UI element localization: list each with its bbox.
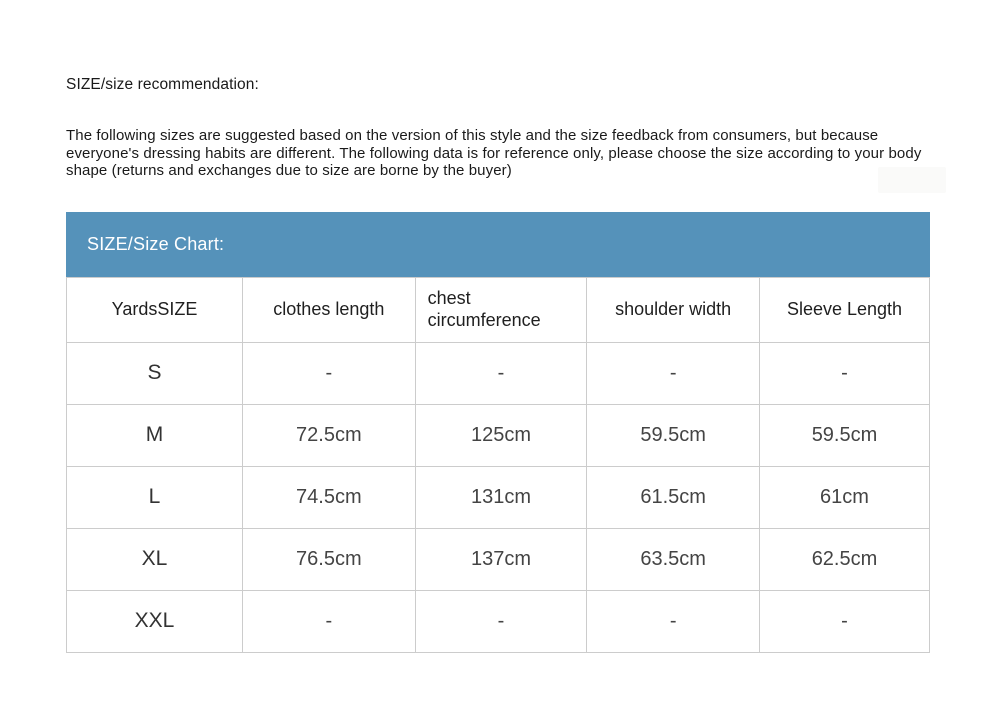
column-header-chest-circumference: chest circumference [415, 277, 587, 342]
size-chart-title: SIZE/Size Chart: [87, 233, 225, 254]
value-cell: 131cm [415, 466, 587, 528]
value-cell: - [415, 590, 587, 652]
value-cell: 74.5cm [243, 466, 416, 528]
size-chart [66, 212, 930, 653]
table-row-xxl [67, 590, 930, 652]
value-cell: 76.5cm [243, 528, 416, 590]
size-cell: L [67, 466, 243, 528]
size-chart-title-bar [66, 212, 930, 277]
value-cell: - [243, 342, 416, 404]
value-cell: 72.5cm [243, 404, 416, 466]
value-cell: 61cm [759, 466, 929, 528]
value-cell: 63.5cm [587, 528, 760, 590]
value-cell: 61.5cm [587, 466, 760, 528]
column-header-shoulder-width: shoulder width [587, 277, 760, 342]
value-cell: - [243, 590, 416, 652]
table-row-m [67, 404, 930, 466]
size-table-header-row [67, 277, 930, 342]
size-cell: S [67, 342, 243, 404]
column-header-sleeve-length: Sleeve Length [759, 277, 929, 342]
column-header-clothes-length: clothes length [243, 277, 416, 342]
table-row-l [67, 466, 930, 528]
erased-text-artifact [878, 167, 946, 193]
size-cell: XXL [67, 590, 243, 652]
value-cell: - [759, 590, 929, 652]
value-cell: 62.5cm [759, 528, 929, 590]
value-cell: - [759, 342, 929, 404]
value-cell: - [587, 590, 760, 652]
value-cell: - [415, 342, 587, 404]
value-cell: 137cm [415, 528, 587, 590]
table-row-s [67, 342, 930, 404]
size-cell: XL [67, 528, 243, 590]
value-cell: 125cm [415, 404, 587, 466]
size-table [66, 277, 930, 653]
size-cell: M [67, 404, 243, 466]
value-cell: 59.5cm [759, 404, 929, 466]
size-recommendation-text: The following sizes are suggested based on the version of this style and the size feedback from consumers, but because everyone's dressing habits are different. The following data is for reference only, please choose the size according to your body shape (returns and exchanges due to size are borne by the buyer) [66, 127, 922, 179]
table-row-xl [67, 528, 930, 590]
size-recommendation-heading: SIZE/size recommendation: [66, 76, 259, 93]
column-header-size: YardsSIZE [67, 277, 243, 342]
value-cell: 59.5cm [587, 404, 760, 466]
value-cell: - [587, 342, 760, 404]
